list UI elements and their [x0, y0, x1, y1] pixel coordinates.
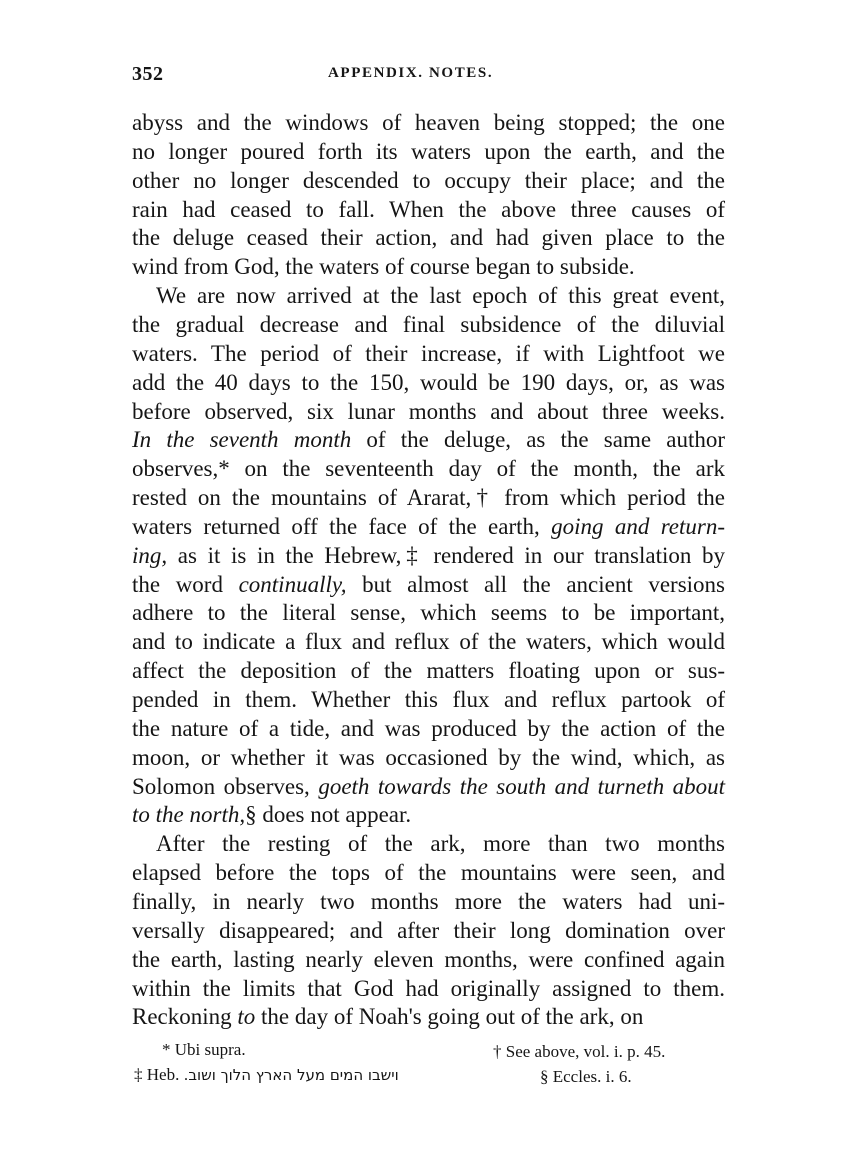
text-line — [156, 281, 725, 310]
footnote-hebrew — [134, 1065, 399, 1085]
running-head: APPENDIX. NOTES. — [328, 65, 494, 81]
text-line — [132, 483, 725, 512]
text-segment: wind from God, the waters of course began to subside. — [132, 254, 635, 280]
footnote-hebrew-prefix: ‡ Heb. — [134, 1065, 184, 1084]
text-segment: and to indicate a flux and reflux of the waters, which would — [132, 629, 725, 655]
hebrew-text: וישבו המים מעל הארץ הלוך ושוב. — [183, 1066, 399, 1084]
italic-text-segment: continually, — [238, 571, 347, 597]
italic-text-segment: going and return- — [551, 513, 725, 539]
text-line — [132, 627, 725, 656]
text-segment: other no longer descended to occupy their place; and the — [132, 167, 725, 193]
text-segment: waters. The period of their increase, if with Lightfoot we — [132, 340, 725, 366]
text-segment: versally disappeared; and after their long domination over — [132, 917, 725, 943]
text-line — [132, 916, 725, 945]
text-line — [132, 223, 725, 252]
text-segment: add the 40 days to the 150, would be 190 days, or, as was — [132, 369, 725, 395]
page-number: 352 — [132, 63, 164, 85]
text-line — [132, 800, 725, 829]
text-segment: § does not appear. — [245, 802, 412, 828]
text-line — [132, 743, 725, 772]
text-segment: the gradual decrease and final subsidence of the diluvial — [132, 311, 725, 337]
text-segment: the earth, lasting nearly eleven months, were confined again — [132, 946, 725, 972]
text-line — [132, 397, 725, 426]
footnote-ubi-supra: * Ubi supra. — [162, 1040, 246, 1059]
text-line — [132, 570, 725, 599]
italic-text-segment: to — [237, 1004, 256, 1030]
text-segment: as it is in the Hebrew,‡ rendered in our translation by — [167, 542, 725, 568]
text-line — [132, 166, 725, 195]
text-segment: pended in them. Whether this flux and reflux partook of — [132, 687, 725, 712]
footnote-eccles: § Eccles. i. 6. — [540, 1067, 632, 1086]
text-segment: adhere to the literal sense, which seems to be important, — [132, 600, 725, 626]
text-segment: before observed, six lunar months and about three weeks. — [132, 398, 725, 424]
text-segment: elapsed before the tops of the mountains were seen, and — [132, 860, 725, 886]
text-line — [132, 887, 725, 916]
italic-text-segment: ing, — [132, 542, 168, 568]
text-line — [132, 368, 725, 397]
text-segment: within the limits that God had originally assigned to them. — [132, 975, 725, 1001]
text-segment: of the deluge, as the same author — [351, 427, 725, 453]
text-segment: finally, in nearly two months more the waters had uni- — [132, 888, 725, 914]
text-segment: Solomon observes, — [132, 773, 319, 799]
italic-text-segment: In the seventh month — [132, 427, 352, 453]
text-segment: the day of Noah's going out of the ark, on — [255, 1004, 644, 1030]
text-segment: moon, or whether it was occasioned by the wind, which, as — [132, 744, 725, 770]
text-line — [132, 137, 725, 166]
text-segment: rain had ceased to fall. When the above three causes of — [132, 196, 725, 222]
text-line — [132, 685, 725, 714]
text-line — [132, 339, 725, 368]
text-segment: the nature of a tide, and was produced by the action of the — [132, 715, 725, 741]
text-segment: but almost all the ancient versions — [346, 571, 726, 597]
text-line — [132, 252, 725, 281]
text-segment: After the resting of the ark, more than two months — [156, 831, 725, 857]
text-line — [132, 1002, 725, 1031]
text-segment: rested on the mountains of Ararat,† from which period the — [132, 485, 725, 511]
text-segment: the word — [132, 571, 239, 597]
footnote-see-above: † See above, vol. i. p. 45. — [493, 1042, 666, 1061]
italic-text-segment: goeth towards the south and turneth about — [318, 773, 725, 799]
text-segment: waters returned off the face of the earth, — [132, 513, 552, 539]
text-line — [132, 541, 725, 570]
text-line — [132, 858, 725, 887]
text-segment: abyss and the windows of heaven being stopped; the one — [132, 110, 725, 135]
text-segment: observes,* on the seventeenth day of the month, the ark — [132, 456, 725, 482]
text-segment: no longer poured forth its waters upon the earth, and the — [132, 138, 725, 164]
text-line — [132, 108, 725, 137]
text-line — [156, 829, 725, 858]
italic-text-segment: to the north, — [132, 802, 246, 828]
text-line — [132, 945, 725, 974]
text-line — [132, 512, 725, 541]
page-header — [132, 63, 724, 87]
text-line — [132, 454, 725, 483]
text-line — [132, 714, 725, 743]
text-line — [132, 598, 725, 627]
text-line — [132, 656, 725, 685]
text-line — [132, 425, 725, 454]
text-line — [132, 974, 725, 1003]
text-line — [132, 772, 725, 801]
text-line — [132, 195, 725, 224]
text-segment: the deluge ceased their action, and had given place to the — [132, 225, 725, 251]
text-segment: affect the deposition of the matters floating upon or sus- — [132, 658, 725, 684]
text-segment: We are now arrived at the last epoch of this great event, — [156, 283, 725, 309]
text-line — [132, 310, 725, 339]
text-segment: Reckoning — [132, 1004, 238, 1030]
